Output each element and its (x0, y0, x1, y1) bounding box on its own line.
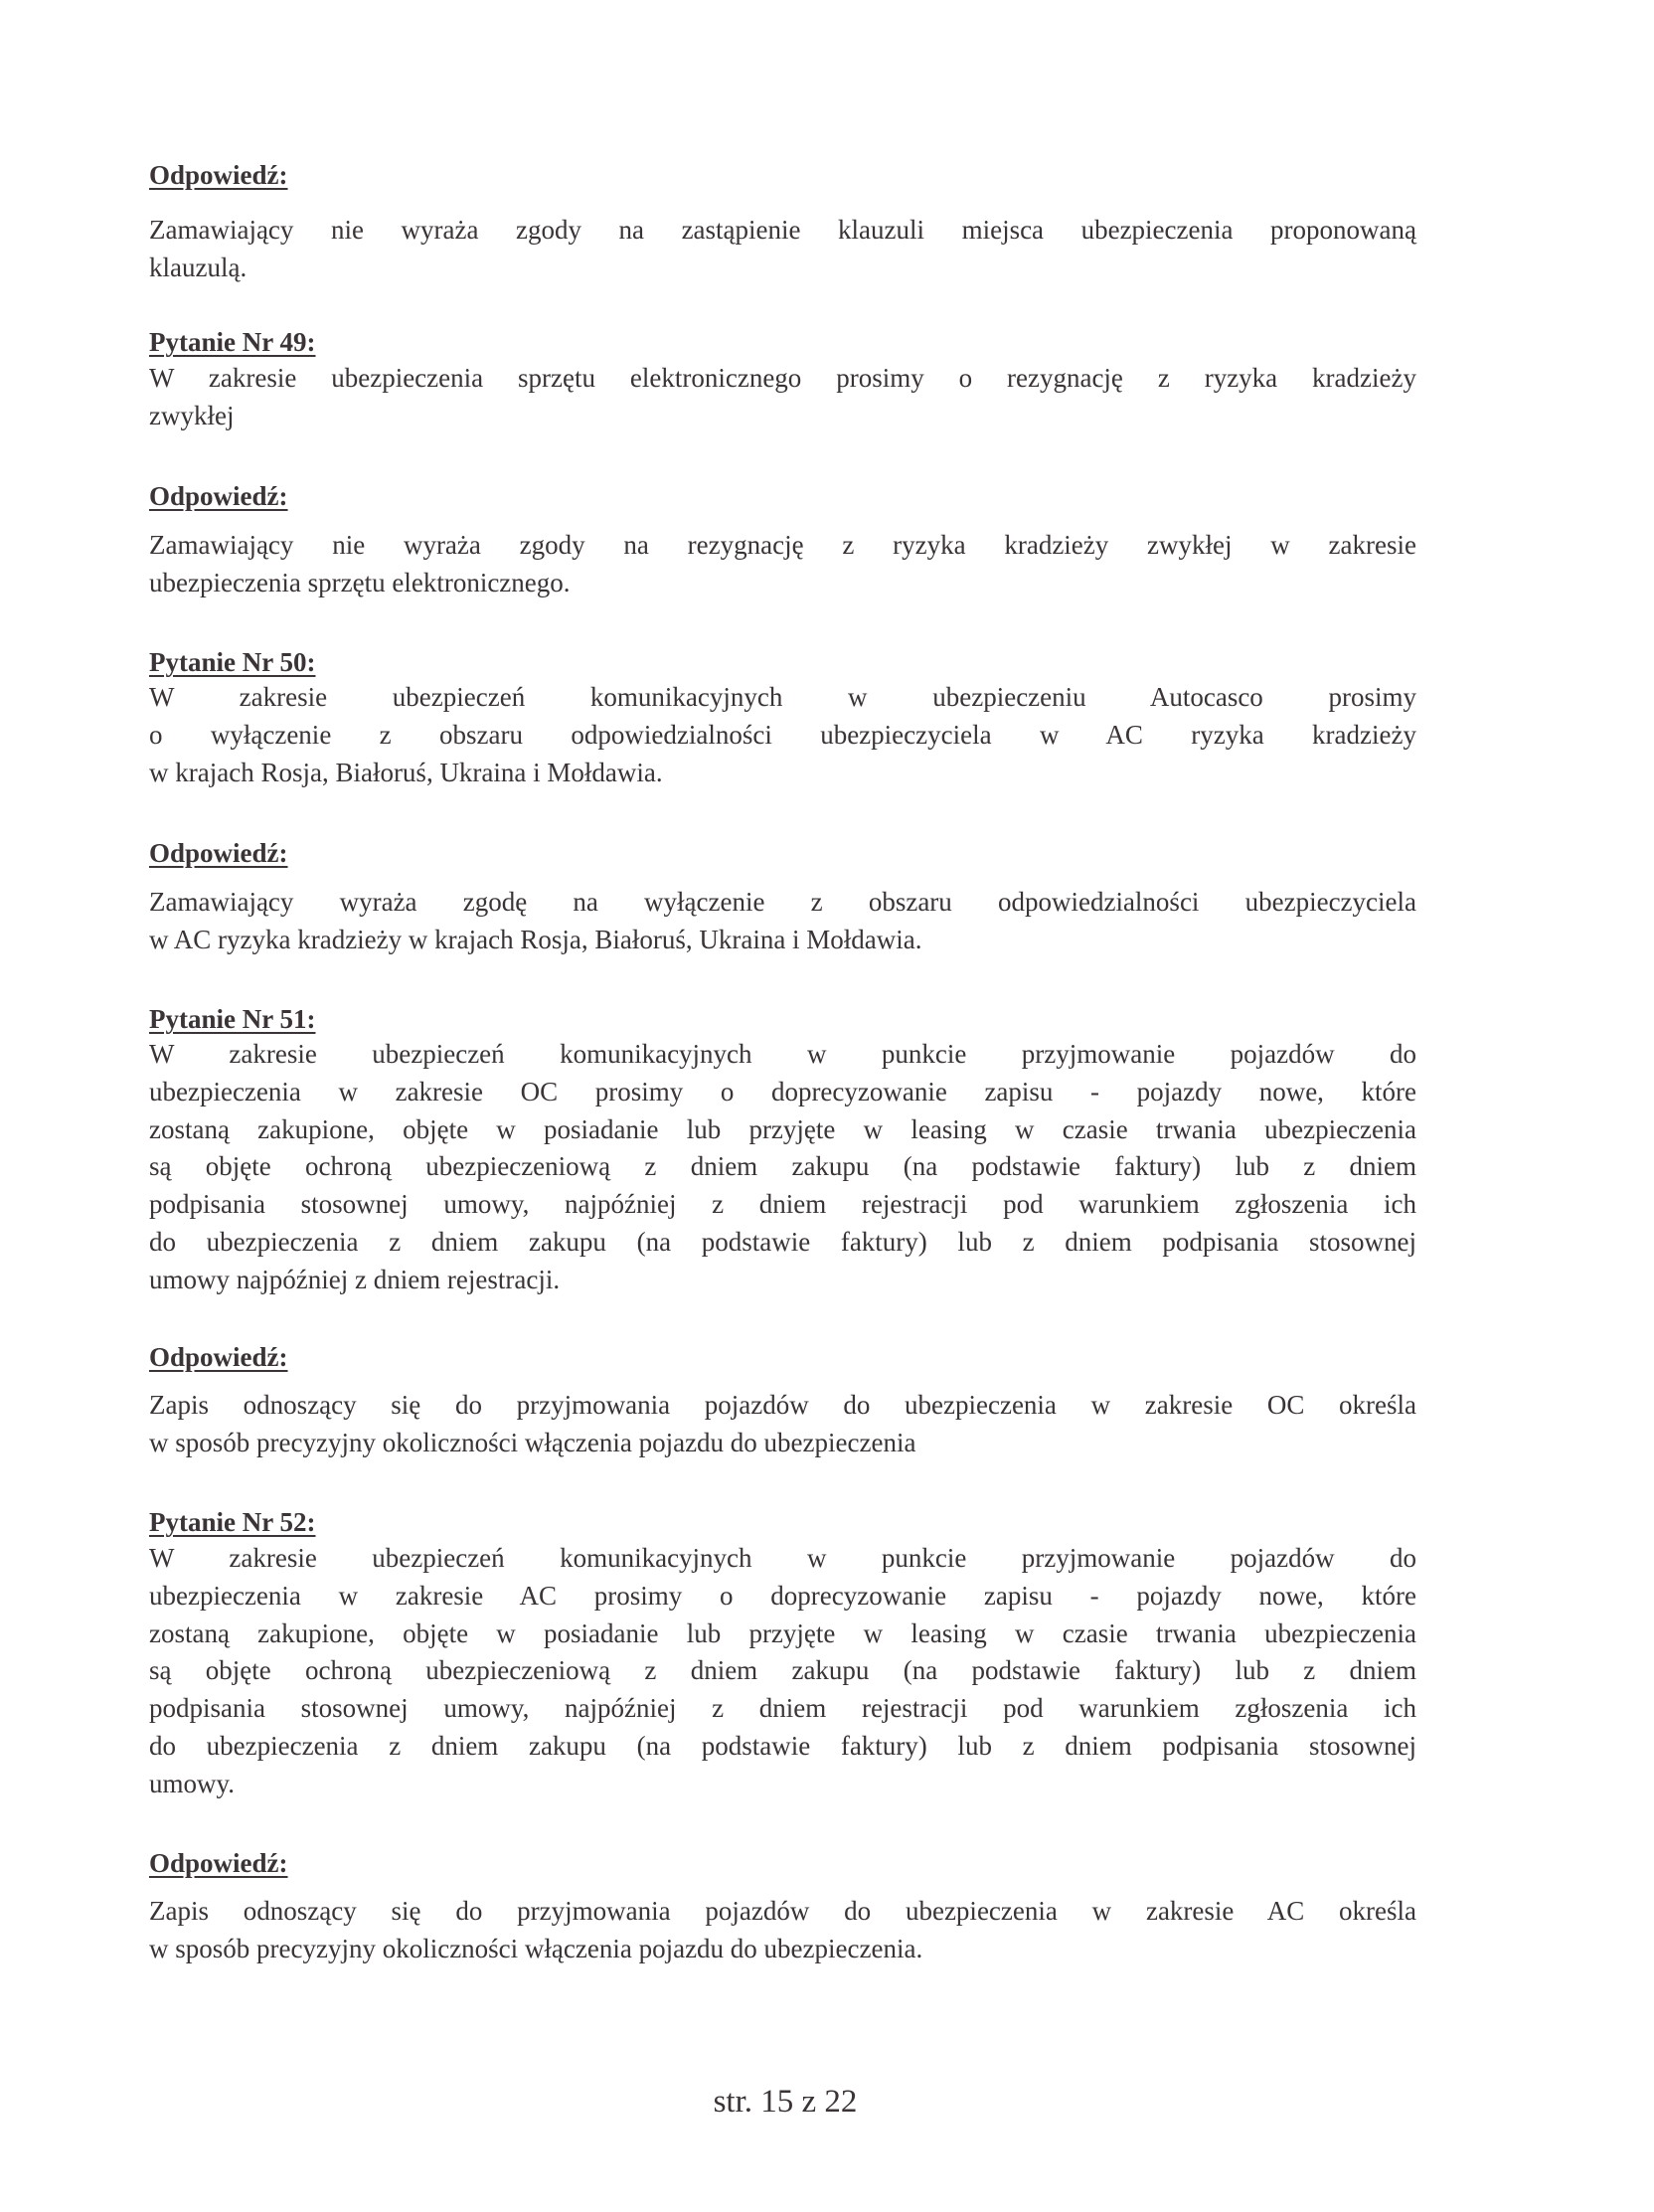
text-line: klauzulą. (149, 252, 248, 282)
text-line: w sposób precyzyjny okoliczności włączenia pojazdu do ubezpieczenia. (149, 1933, 923, 1963)
text-line: W zakresie ubezpieczenia sprzętu elektronicznego prosimy o rezygnację z ryzyka kradzieży (149, 363, 1416, 393)
text-line: w AC ryzyka kradzieży w krajach Rosja, Białoruś, Ukraina i Mołdawia. (149, 924, 922, 954)
text-line: w krajach Rosja, Białoruś, Ukraina i Mołdawia. (149, 757, 663, 787)
answer-heading: Odpowiedź: (149, 838, 288, 868)
answer-text (149, 884, 1416, 959)
question-text (149, 360, 1416, 435)
answer-text (149, 1893, 1416, 1968)
question-text (149, 679, 1416, 791)
question-heading: Pytanie Nr 51: (149, 1004, 316, 1034)
answer-text (149, 1387, 1416, 1462)
answer-heading: Odpowiedź: (149, 1848, 288, 1878)
text-line: w sposób precyzyjny okoliczności włączenia pojazdu do ubezpieczenia (149, 1427, 916, 1457)
text-line: W zakresie ubezpieczeń komunikacyjnych w punkcie przyjmowanie pojazdów do (149, 1039, 1416, 1069)
question-heading: Pytanie Nr 52: (149, 1507, 316, 1537)
text-line: zostaną zakupione, objęte w posiadanie lub przyjęte w leasing w czasie trwania ubezpieczenia (149, 1113, 1416, 1144)
text-line: Zamawiający wyraża zgodę na wyłączenie z obszaru odpowiedzialności ubezpieczyciela (149, 887, 1416, 917)
text-line: są objęte ochroną ubezpieczeniową z dniem zakupu (na podstawie faktury) lub z dniem (149, 1655, 1416, 1686)
text-line: umowy najpóźniej z dniem rejestracji. (149, 1264, 561, 1294)
question-text (149, 1036, 1416, 1299)
text-line: Zapis odnoszący się do przyjmowania pojazdów do ubezpieczenia w zakresie AC określa (149, 1896, 1416, 1926)
text-line: do ubezpieczenia z dniem zakupu (na podstawie faktury) lub z dniem podpisania stosownej (149, 1730, 1416, 1761)
text-line: Zapis odnoszący się do przyjmowania pojazdów do ubezpieczenia w zakresie OC określa (149, 1390, 1416, 1420)
text-line: o wyłączenie z obszaru odpowiedzialności ubezpieczyciela w AC ryzyka kradzieży (149, 719, 1416, 750)
page-number: str. 15 z 22 (713, 2084, 858, 2120)
answer-text (149, 212, 1416, 287)
answer-text (149, 527, 1416, 602)
text-line: Zamawiający nie wyraża zgody na zastąpienie klauzuli miejsca ubezpieczenia proponowaną (149, 215, 1416, 245)
text-line: podpisania stosownej umowy, najpóźniej z dniem rejestracji pod warunkiem zgłoszenia ich (149, 1693, 1416, 1724)
text-line: umowy. (149, 1768, 235, 1798)
text-line: do ubezpieczenia z dniem zakupu (na podstawie faktury) lub z dniem podpisania stosownej (149, 1226, 1416, 1257)
text-line: ubezpieczenia w zakresie OC prosimy o doprecyzowanie zapisu - pojazdy nowe, które (149, 1076, 1416, 1106)
text-line: ubezpieczenia w zakresie AC prosimy o doprecyzowanie zapisu - pojazdy nowe, które (149, 1580, 1416, 1611)
text-line: zostaną zakupione, objęte w posiadanie lub przyjęte w leasing w czasie trwania ubezpieczenia (149, 1617, 1416, 1648)
question-text (149, 1540, 1416, 1803)
text-line: W zakresie ubezpieczeń komunikacyjnych w ubezpieczeniu Autocasco prosimy (149, 682, 1416, 712)
question-heading: Pytanie Nr 49: (149, 327, 316, 357)
text-line: Zamawiający nie wyraża zgody na rezygnację z ryzyka kradzieży zwykłej w zakresie (149, 530, 1416, 560)
text-line: są objęte ochroną ubezpieczeniową z dniem zakupu (na podstawie faktury) lub z dniem (149, 1151, 1416, 1182)
text-line: podpisania stosownej umowy, najpóźniej z dniem rejestracji pod warunkiem zgłoszenia ich (149, 1189, 1416, 1220)
answer-heading: Odpowiedź: (149, 1342, 288, 1372)
text-line: ubezpieczenia sprzętu elektronicznego. (149, 567, 571, 597)
answer-heading: Odpowiedź: (149, 481, 288, 511)
text-line: W zakresie ubezpieczeń komunikacyjnych w punkcie przyjmowanie pojazdów do (149, 1543, 1416, 1573)
question-heading: Pytanie Nr 50: (149, 647, 316, 677)
answer-heading: Odpowiedź: (149, 160, 288, 190)
text-line: zwykłej (149, 400, 235, 430)
